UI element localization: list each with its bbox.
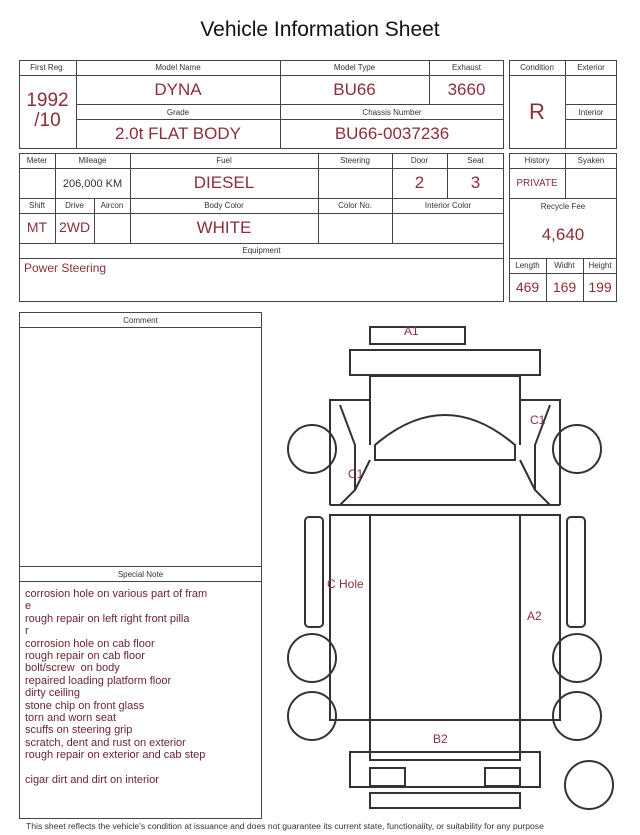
condition-value: R [529,99,545,124]
meter-label: Meter [26,156,48,165]
chassis-number-value: BU66-0037236 [334,124,450,143]
model-type-value: BU66 [333,80,376,99]
special-note-line: scratch, dent and rust on exterior [25,736,186,749]
mileage-value: 206,000 KM [62,178,123,190]
special-note-line: rough repair on exterior and cab step [25,749,206,762]
door-value: 2 [414,173,425,192]
drive-label: Drive [65,201,84,210]
first-reg-year: 1992 [26,90,69,111]
first-reg-month: /10 [34,110,61,131]
model-type-label: Model Type [333,63,376,72]
front-panel-outline [350,350,540,375]
special-note-line: corrosion hole on various part of fram [25,588,208,600]
condition-label: Condition [520,63,554,72]
comment-label: Comment [123,316,158,325]
history-label: History [524,156,550,165]
spare-wheel [565,761,613,809]
height-value: 199 [588,279,612,295]
special-note-label: Special Note [117,570,164,579]
mileage-label: Mileage [78,156,107,165]
drive-value: 2WD [58,219,91,235]
color-no-label: Color No. [338,201,372,210]
mark-b2: B2 [433,732,448,746]
steering-label: Steering [340,156,370,165]
special-note-line: corrosion hole on cab floor [25,637,155,650]
mark-a2: A2 [527,609,542,623]
wheel-rear-left-outer [288,692,336,740]
special-note-line [25,762,255,774]
width-label: Widht [554,261,575,270]
vehicle-damage-diagram [285,322,620,812]
rear-bumper-outline [350,752,540,787]
special-note-line: r [25,625,29,638]
shift-label: Shift [28,201,45,210]
model-name-value: DYNA [154,80,202,99]
equipment-value: Power Steering [24,261,107,275]
wheel-rear-left-inner [288,634,336,682]
cargo-bed-outline [330,515,560,720]
length-label: Length [515,261,540,270]
fuel-label: Fuel [216,156,232,165]
mark-c-hole: C Hole [327,577,364,591]
grade-value: 2.0t FLAT BODY [115,124,241,143]
special-note-line: torn and worn seat [25,712,117,725]
exterior-label: Exterior [577,63,605,72]
special-note-line: rough repair on cab floor [25,650,145,663]
shift-value: MT [26,219,48,235]
chassis-number-label: Chassis Number [362,108,422,117]
mark-c1-right: C1 [530,413,546,427]
history-value: PRIVATE [516,178,558,189]
left-side-rail [305,517,323,627]
wheel-front-left [288,425,336,473]
height-label: Height [588,261,612,270]
equipment-label: Equipment [242,246,281,255]
special-note-line: dirty ceiling [25,687,81,700]
seat-value: 3 [470,173,481,192]
disclaimer-footer: This sheet reflects the vehicle's condition at issuance and does not guarantee its current state, functionality, or suitability for any purpose [26,821,544,831]
mark-c1-left: C1 [348,467,364,481]
recycle-fee-value: 4,640 [541,225,585,244]
width-value: 169 [552,279,577,295]
fuel-value: DIESEL [193,173,255,192]
grade-label: Grade [166,108,190,117]
page-title: Vehicle Information Sheet [200,18,440,41]
special-note-line: cigar dirt and dirt on interior [25,774,159,787]
syaken-label: Syaken [577,156,605,165]
special-note-line: rough repair on left right front pilla [25,612,190,625]
chassis-frame-outline [370,515,520,760]
door-label: Door [410,156,429,165]
special-note-line: scuffs on steering grip [25,724,133,737]
mark-a1: A1 [404,324,419,338]
interior-label: Interior [578,108,604,117]
exhaust-value: 3660 [447,80,486,99]
seat-label: Seat [467,156,484,165]
first-reg-label: First Reg. [30,63,65,72]
model-name-label: Model Name [155,63,201,72]
special-note-line: bolt/screw on body [25,662,120,675]
interior-color-label: Interior Color [424,201,472,210]
recycle-fee-label: Recycle Fee [540,202,586,211]
special-note-line: e [25,600,32,613]
windshield-outline [375,415,515,460]
body-color-label: Body Color [204,201,244,210]
special-note-line: repaired loading platform floor [25,674,172,687]
special-note-line: stone chip on front glass [25,699,145,712]
right-side-rail [567,517,585,627]
length-value: 469 [515,279,540,295]
exhaust-label: Exhaust [452,63,481,72]
aircon-label: Aircon [100,201,124,210]
body-color-value: WHITE [196,218,252,237]
special-notes-list [25,588,255,787]
